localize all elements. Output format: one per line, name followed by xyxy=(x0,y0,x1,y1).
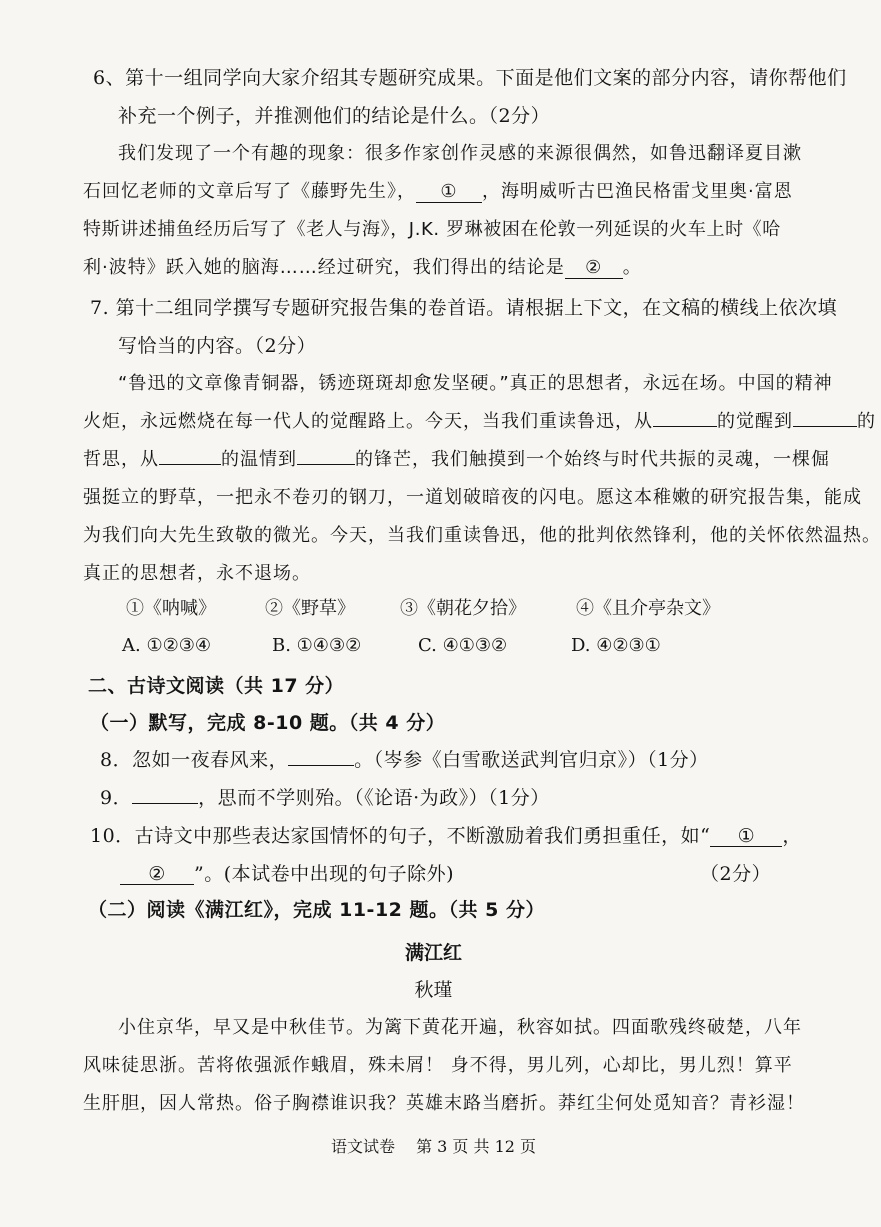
q10-blank-1[interactable]: ① xyxy=(710,826,782,847)
q10-line2 xyxy=(120,862,454,886)
q9-text: 9． xyxy=(100,787,133,809)
q8-line xyxy=(100,748,709,772)
section-2-part2-heading: （二）阅读《满江红》，完成 11-12 题。（共 5 分） xyxy=(88,899,545,921)
q7-item-2: ②《野草》 xyxy=(265,598,355,619)
q7-item-1: ①《呐喊》 xyxy=(126,598,216,619)
q7-choice-c[interactable]: C. ④①③② xyxy=(418,635,508,656)
q6-passage-text: 石回忆老师的文章后写了《藤野先生》， xyxy=(83,181,416,202)
section-2-part1-heading: （一）默写，完成 8-10 题。（共 4 分） xyxy=(90,712,446,734)
q7-passage-text: 的温情到 xyxy=(221,449,297,470)
q10-text: ， xyxy=(782,825,802,847)
q7-prompt-line1: 7. 第十二组同学撰写专题研究报告集的卷首语。请根据上下文，在文稿的横线上依次填 xyxy=(90,297,838,319)
q7-choice-b[interactable]: B. ①④③② xyxy=(272,635,362,656)
q7-item-3: ③《朝花夕拾》 xyxy=(400,598,526,619)
q6-passage-line3: 特斯讲述捕鱼经历后写了《老人与海》，J.K. 罗琳被困在伦敦一列延误的火车上时《哈 xyxy=(83,219,781,240)
q7-prompt-line2: 写恰当的内容。（2分） xyxy=(118,335,317,357)
q6-passage-line4 xyxy=(83,256,642,280)
q7-passage-line3 xyxy=(83,448,830,472)
q6-prompt-line1: 6、第十一组同学向大家介绍其专题研究成果。下面是他们文案的部分内容，请你帮他们 xyxy=(93,67,847,89)
section-2-heading: 二、古诗文阅读（共 17 分） xyxy=(88,675,345,697)
q7-passage-text: 的锋芒，我们触摸到一个始终与时代共振的灵魂，一棵倔 xyxy=(355,449,830,470)
q8-text: 。（岑参《白雪歌送武判官归京》）（1分） xyxy=(354,749,709,771)
q6-passage-text: ，海明威听古巴渔民格雷戈里奥·富恩 xyxy=(482,181,793,202)
q7-passage-text: 哲思，从 xyxy=(83,449,159,470)
q6-prompt-line2: 补充一个例子，并推测他们的结论是什么。（2分） xyxy=(118,105,551,127)
q7-passage-text: 火炬，永远燃烧在每一代人的觉醒路上。今天，当我们重读鲁迅，从 xyxy=(83,411,653,432)
q7-choice-d[interactable]: D. ④②③① xyxy=(571,635,661,656)
poem-title: 满江红 xyxy=(404,942,462,964)
q6-blank-2[interactable]: ② xyxy=(565,258,623,279)
poem-line3: 生肝胆，因人常热。俗子胸襟谁识我？英雄末路当磨折。莽红尘何处觅知音？青衫湿！ xyxy=(83,1093,805,1114)
q10-score: （2分） xyxy=(700,863,772,885)
poem-author: 秋瑾 xyxy=(414,979,453,1001)
q7-blank-2[interactable] xyxy=(793,426,857,427)
q7-passage-line5: 为我们向大先生致敬的微光。今天，当我们重读鲁迅，他的批判依然锋利，他的关怀依然温热。 xyxy=(83,525,881,546)
q9-blank[interactable] xyxy=(132,803,198,804)
footer-subject: 语文试卷 xyxy=(330,1137,395,1156)
poem-line2: 风味徒思浙。苦将侬强派作蛾眉，殊未屑！ 身不得，男儿列，心却比，男儿烈！算平 xyxy=(83,1055,793,1076)
q7-choice-a[interactable]: A. ①②③④ xyxy=(122,635,211,656)
q7-passage-text: 的 xyxy=(857,411,876,432)
poem-line1: 小住京华，早又是中秋佳节。为篱下黄花开遍，秋容如拭。四面歌残终破楚，八年 xyxy=(118,1017,802,1038)
q7-passage-text: 的觉醒到 xyxy=(717,411,793,432)
q6-passage-text: 利·波特》跃入她的脑海……经过研究，我们得出的结论是 xyxy=(83,257,565,278)
q9-text: ，思而不学则殆。（《论语·为政》）（1分） xyxy=(198,787,550,809)
q7-blank-1[interactable] xyxy=(653,426,717,427)
q9-line xyxy=(100,786,550,810)
q7-passage-line6: 真正的思想者，永不退场。 xyxy=(83,563,311,584)
footer-page-number: 第 3 页 共 12 页 xyxy=(416,1137,537,1156)
q8-blank[interactable] xyxy=(288,765,354,766)
q7-blank-4[interactable] xyxy=(297,464,355,465)
q8-text: 8．忽如一夜春风来， xyxy=(100,749,289,771)
q7-passage-line1: “鲁迅的文章像青铜器，锈迹斑斑却愈发坚硬。”真正的思想者，永远在场。中国的精神 xyxy=(118,373,833,394)
q6-blank-1[interactable]: ① xyxy=(416,182,482,203)
q7-item-4: ④《且介亭杂文》 xyxy=(576,598,720,619)
q7-passage-line4: 强挺立的野草，一把永不卷刃的钢刀，一道划破暗夜的闪电。愿这本稚嫩的研究报告集，能成 xyxy=(83,487,862,508)
q10-text: ”。(本试卷中出现的句子除外) xyxy=(194,863,455,885)
q10-line1 xyxy=(90,824,802,848)
q7-blank-3[interactable] xyxy=(159,464,221,465)
page-footer xyxy=(0,1136,867,1158)
q7-passage-line2 xyxy=(83,410,876,434)
q6-passage-text: 。 xyxy=(622,257,642,278)
q6-passage-line1: 我们发现了一个有趣的现象：很多作家创作灵感的来源很偶然，如鲁迅翻译夏目漱 xyxy=(118,143,802,164)
q6-passage-line2 xyxy=(83,180,793,204)
q10-blank-2[interactable]: ② xyxy=(120,864,194,885)
q10-text: 10．古诗文中那些表达家国情怀的句子，不断激励着我们勇担重任，如“ xyxy=(90,825,711,847)
